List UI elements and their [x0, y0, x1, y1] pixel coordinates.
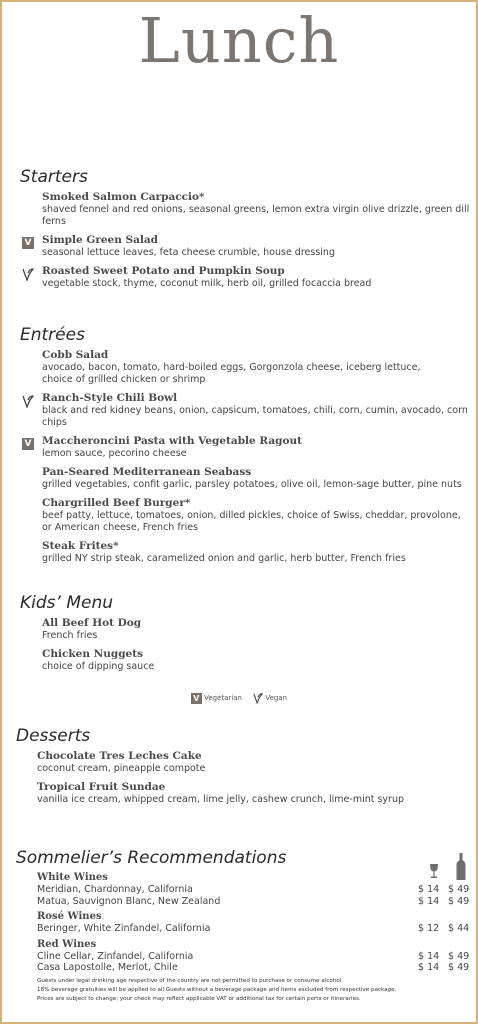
- diet-legend: [2, 692, 476, 704]
- item-desc: avocado, bacon, tomato, hard-boiled eggs, Gorgonzola cheese, iceberg lettuce,: [42, 362, 421, 373]
- item-name: All Beef Hot Dog: [42, 617, 142, 629]
- item-name: Tropical Fruit Sundae: [37, 781, 166, 793]
- vegetarian-badge-icon: V: [22, 237, 34, 249]
- footnote-line: Guests under legal drinking age respective of the country are not permitted to purchase or consume alcohol.: [37, 978, 343, 984]
- item-name: Chocolate Tres Leches Cake: [37, 750, 202, 762]
- menu-item: [24, 435, 476, 460]
- wine-name: Cline Cellar, Zinfandel, California: [37, 950, 194, 962]
- wine-row: [37, 884, 476, 896]
- vegan-leaf-icon: [253, 692, 263, 704]
- bottle-price: $ 49: [448, 950, 470, 962]
- glass-price: $ 14: [418, 895, 440, 907]
- sommelier-section: [2, 848, 476, 978]
- vegan-leaf-icon: [22, 394, 34, 408]
- wine-row: [37, 923, 476, 935]
- item-desc: grilled vegetables, confit garlic, parsley potatoes, olive oil, lemon-sage butter, pine nuts: [42, 479, 462, 490]
- kids-section: [2, 593, 476, 679]
- item-desc-cont: choice of grilled chicken or shrimp: [42, 374, 206, 385]
- wine-name: Matua, Sauvignon Blanc, New Zealand: [37, 895, 221, 907]
- desserts-heading: Desserts: [16, 726, 91, 746]
- bottle-price: $ 49: [448, 884, 470, 895]
- menu-item: [42, 648, 476, 673]
- glass-price: $ 14: [418, 950, 440, 962]
- wine-name: Meridian, Chardonnay, California: [37, 884, 193, 895]
- footnote-line: 18% beverage gratuities will be applied to all Guests without a beverage package and items excluded from respective package.: [37, 987, 397, 993]
- starters-heading: Starters: [20, 167, 88, 187]
- wine-group-heading: Rosé Wines: [37, 911, 102, 922]
- menu-item: [42, 617, 476, 642]
- wine-group-heading: White Wines: [37, 872, 108, 883]
- item-name: Simple Green Salad: [42, 234, 159, 246]
- menu-item: [37, 781, 476, 806]
- vegetarian-badge-icon: V: [191, 693, 202, 704]
- bottle-price: $ 49: [448, 962, 470, 973]
- menu-item: [42, 466, 476, 491]
- item-desc: grilled NY strip steak, caramelized onion and garlic, herb butter, French fries: [42, 553, 406, 564]
- desserts-section: [2, 726, 476, 812]
- item-desc: French fries: [42, 630, 98, 641]
- white-wines-group: [37, 872, 476, 907]
- menu-item: [37, 750, 476, 775]
- item-name: Chargrilled Beef Burger*: [42, 497, 191, 509]
- starters-section: [2, 167, 476, 296]
- menu-item: [42, 191, 476, 228]
- glass-price: $ 14: [418, 884, 440, 895]
- wine-row: [37, 896, 476, 908]
- glass-price: $ 12: [418, 923, 440, 934]
- item-name: Smoked Salmon Carpaccio*: [42, 191, 205, 203]
- entrees-heading: Entrées: [20, 325, 85, 345]
- bottle-price: $ 49: [448, 895, 470, 907]
- item-desc: beef patty, lettuce, tomatoes, onion, dilled pickles, choice of Swiss, cheddar, provolone,: [42, 510, 461, 521]
- kids-heading: Kids’ Menu: [20, 593, 114, 613]
- item-desc: black and red kidney beans, onion, capsicum, tomatoes, chili, corn, cumin, avocado, corn chips: [42, 405, 468, 428]
- entrees-section: [2, 325, 476, 571]
- red-wines-group: [37, 939, 476, 974]
- vegan-leaf-icon: [22, 267, 34, 281]
- page-title: Lunch: [138, 4, 340, 77]
- glass-price: $ 14: [418, 962, 440, 973]
- item-desc: coconut cream, pineapple compote: [37, 763, 206, 774]
- menu-item: [42, 497, 476, 534]
- footnotes: [37, 977, 466, 1004]
- item-desc: vanilla ice cream, whipped cream, lime jelly, cashew crunch, lime-mint syrup: [37, 794, 405, 805]
- item-name: Roasted Sweet Potato and Pumpkin Soup: [42, 265, 285, 277]
- menu-item: [42, 392, 476, 429]
- item-name: Steak Frites*: [42, 540, 119, 552]
- item-name: Ranch-Style Chili Bowl: [42, 392, 178, 404]
- wine-row: [37, 962, 476, 974]
- item-name: Chicken Nuggets: [42, 648, 143, 660]
- footnote-line: Prices are subject to change; your check may reflect applicable VAT or additional tax for certain ports or itineraries.: [37, 996, 361, 1002]
- wine-name: Casa Lapostolle, Merlot, Chile: [37, 962, 178, 973]
- menu-item: [42, 349, 476, 386]
- menu-item: [42, 540, 476, 565]
- menu-item: [42, 265, 476, 290]
- item-name: Pan-Seared Mediterranean Seabass: [42, 466, 252, 478]
- item-desc: choice of dipping sauce: [42, 661, 155, 672]
- item-desc: seasonal lettuce leaves, feta cheese crumble, house dressing: [42, 247, 335, 258]
- item-desc-cont: or American cheese, French fries: [42, 522, 199, 533]
- rose-wines-group: [37, 911, 476, 935]
- item-name: Cobb Salad: [42, 349, 109, 361]
- legend-vegetarian-label: Vegetarian: [204, 694, 242, 702]
- item-desc: vegetable stock, thyme, coconut milk, herb oil, grilled focaccia bread: [42, 278, 372, 289]
- item-desc: lemon sauce, pecorino cheese: [42, 448, 187, 459]
- bottle-price: $ 44: [448, 923, 470, 934]
- menu-item: [24, 234, 476, 259]
- vegetarian-badge-icon: V: [22, 438, 34, 450]
- wine-group-heading: Red Wines: [37, 938, 97, 950]
- item-name: Maccheroncini Pasta with Vegetable Ragout: [42, 435, 302, 447]
- sommelier-heading: Sommelier’s Recommendations: [16, 848, 287, 868]
- wine-row: [37, 951, 476, 963]
- legend-vegan-label: Vegan: [265, 694, 288, 702]
- item-desc: shaved fennel and red onions, seasonal greens, lemon extra virgin olive drizzle, green dill ferns: [42, 204, 470, 227]
- wine-name: Beringer, White Zinfandel, California: [37, 923, 211, 934]
